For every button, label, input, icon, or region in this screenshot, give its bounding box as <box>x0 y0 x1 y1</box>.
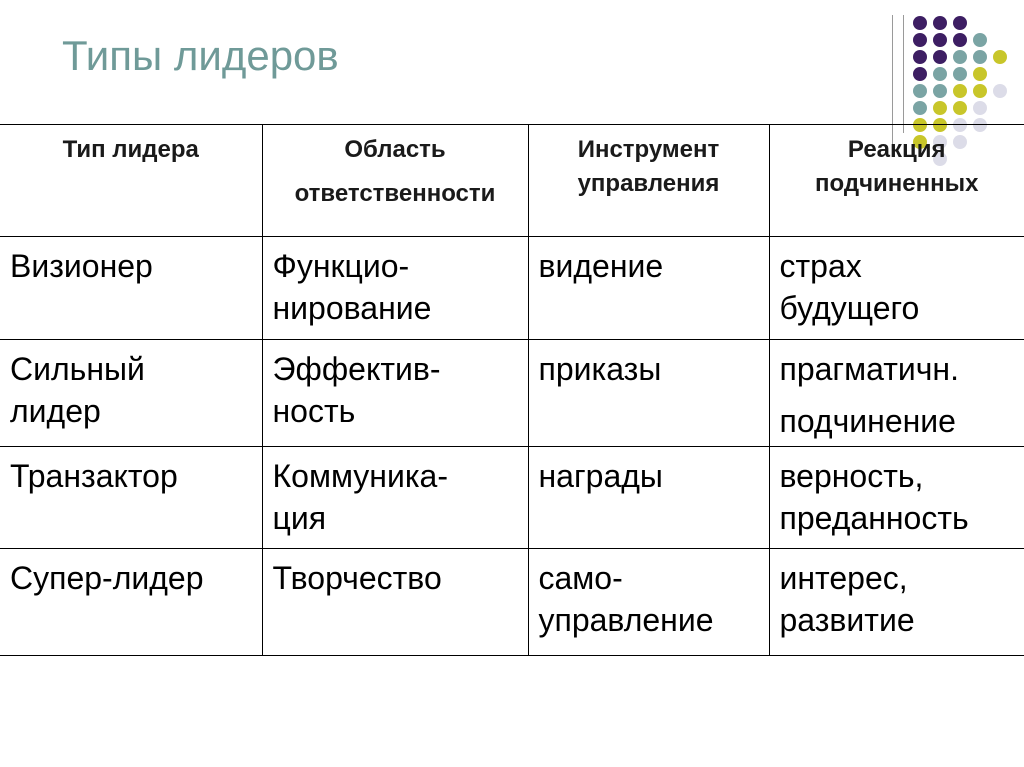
table-cell <box>262 340 528 447</box>
table-cell <box>528 237 769 340</box>
table-cell <box>528 549 769 656</box>
decorative-dot <box>913 67 927 81</box>
decorative-dot <box>933 84 947 98</box>
table-cell <box>769 340 1024 447</box>
table-cell <box>528 447 769 549</box>
decorative-dot <box>933 50 947 64</box>
table-cell <box>262 447 528 549</box>
table-cell <box>769 549 1024 656</box>
decorative-dot <box>973 33 987 47</box>
table-cell-text: Функцио- <box>272 248 410 284</box>
slide-title: Типы лидеров <box>62 32 339 79</box>
table-cell-text: награды <box>538 458 663 494</box>
table-cell-text: будущего <box>779 290 920 326</box>
table-row <box>0 549 1024 656</box>
table-cell <box>528 340 769 447</box>
decorative-dot <box>973 101 987 115</box>
table-cell-text: прагматичн. <box>779 351 959 387</box>
table-cell-text: интерес, <box>779 560 908 596</box>
decorative-dot <box>913 50 927 64</box>
decorative-dot <box>953 84 967 98</box>
decorative-dot <box>993 50 1007 64</box>
table-cell-text: приказы <box>538 351 662 387</box>
decorative-dot <box>913 84 927 98</box>
table-cell-text: нирование <box>272 290 432 326</box>
table-cell <box>262 549 528 656</box>
table-cell-text: видение <box>538 248 664 284</box>
table-cell-text: Супер-лидер <box>10 560 204 596</box>
table-cell <box>0 549 262 656</box>
table-cell-text: ция <box>272 500 327 536</box>
table-header-row <box>0 125 1024 237</box>
table-cell <box>769 237 1024 340</box>
decorative-dot <box>973 84 987 98</box>
decorative-dot <box>913 33 927 47</box>
column-header-text: Область <box>344 136 446 163</box>
table-row <box>0 237 1024 340</box>
column-header <box>769 125 1024 237</box>
table-row <box>0 340 1024 447</box>
leader-types-table <box>0 124 1024 656</box>
decorative-dot <box>953 101 967 115</box>
table-cell-text: подчинение <box>779 403 956 439</box>
decorative-dot <box>953 33 967 47</box>
table-cell-text: Транзактор <box>10 458 178 494</box>
decorative-dot <box>973 67 987 81</box>
column-header-text: подчиненных <box>815 170 979 197</box>
table-cell <box>769 447 1024 549</box>
column-header <box>528 125 769 237</box>
column-header-text: Инструмент <box>577 136 720 163</box>
decorative-dot <box>953 67 967 81</box>
table-cell-text: Сильный <box>10 351 145 387</box>
decorative-dot <box>933 101 947 115</box>
table-row <box>0 447 1024 549</box>
column-header <box>0 125 262 237</box>
column-header-text: Тип лидера <box>62 136 199 163</box>
column-header-text: Реакция <box>847 136 946 163</box>
table-cell-text: само- <box>538 560 623 596</box>
decorative-dot <box>953 50 967 64</box>
table-cell <box>0 237 262 340</box>
table-cell-text: верность, <box>779 458 924 494</box>
table-cell-text: Визионер <box>10 248 153 284</box>
decorative-dot <box>933 67 947 81</box>
table-cell <box>262 237 528 340</box>
decorative-dot <box>973 50 987 64</box>
decorative-dot <box>993 84 1007 98</box>
table-cell-text: управление <box>538 602 714 638</box>
table-cell-text: страх <box>779 248 862 284</box>
table-cell <box>0 340 262 447</box>
table-cell-text: Творчество <box>272 560 442 596</box>
decorative-dot <box>913 16 927 30</box>
column-header-text: ответственности <box>294 180 496 207</box>
table-cell-text: Эффектив- <box>272 351 441 387</box>
decorative-dot <box>933 16 947 30</box>
table-cell-text: развитие <box>779 602 915 638</box>
column-header-text: управления <box>577 170 720 197</box>
table-cell-text: Коммуника- <box>272 458 448 494</box>
decorative-dot <box>913 101 927 115</box>
table-cell <box>0 447 262 549</box>
table-cell-text: ность <box>272 393 356 429</box>
column-header <box>262 125 528 237</box>
table-cell-text: лидер <box>10 393 101 429</box>
decorative-dot <box>953 16 967 30</box>
decorative-dot <box>933 33 947 47</box>
table-cell-text: преданность <box>779 500 969 536</box>
decorative-vertical-line <box>903 15 904 133</box>
